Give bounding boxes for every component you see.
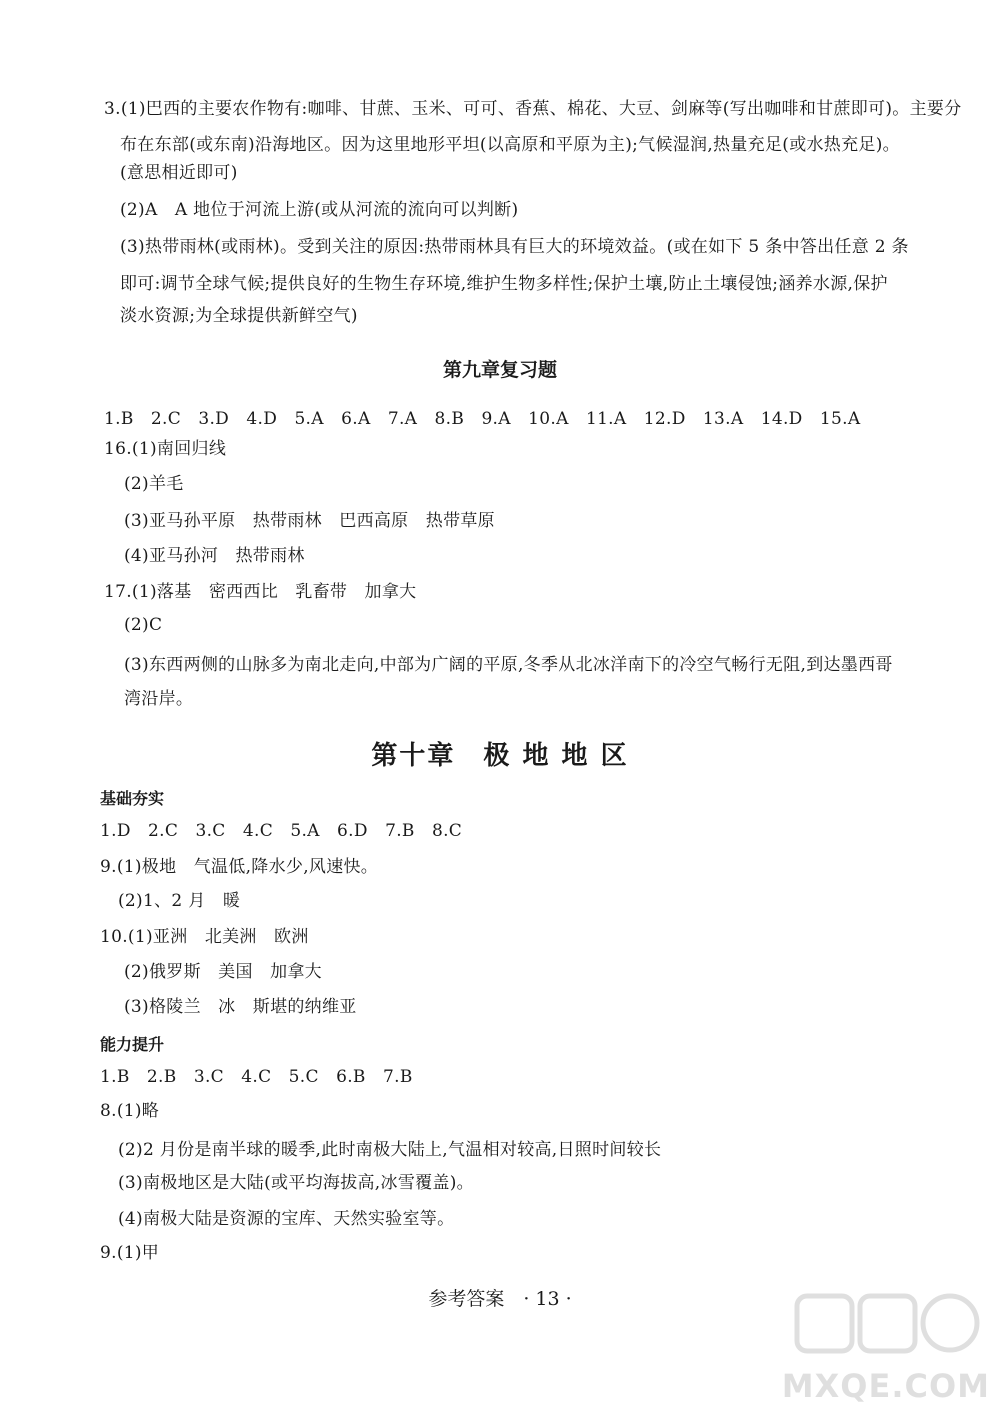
q3-line-2: 布在东部(或东南)沿海地区。因为这里地形平坦(以高原和平原为主);气候湿润,热量充足(或水热充足)。 — [120, 135, 900, 155]
ch9-multiple-choice: 1.B 2.C 3.D 4.D 5.A 6.A 7.A 8.B 9.A 10.A 11.A 12.D 13.A 14.D 15.A — [104, 409, 861, 429]
advanced-q9-1: 9.(1)甲 — [100, 1243, 160, 1263]
basic-q10-3: (3)格陵兰 冰 斯堪的纳维亚 — [124, 997, 357, 1017]
q3-line-1: 3.(1)巴西的主要农作物有:咖啡、甘蔗、玉米、可可、香蕉、棉花、大豆、剑麻等(写出咖啡和甘蔗即可)。主要分 — [104, 99, 962, 119]
section-advanced-heading: 能力提升 — [100, 1035, 165, 1054]
chapter-10-title: 第十章 极 地 地 区 — [371, 741, 629, 771]
ch9-q16-4: (4)亚马孙河 热带雨林 — [124, 546, 305, 566]
ch9-q17-3a: (3)东西两侧的山脉多为南北走向,中部为广阔的平原,冬季从北冰洋南下的冷空气畅行无阻,到达墨西哥 — [124, 655, 893, 675]
q3-line-3: (意思相近即可) — [120, 163, 238, 183]
advanced-q8-3: (3)南极地区是大陆(或平均海拔高,冰雪覆盖)。 — [118, 1173, 474, 1193]
basic-q10-1: 10.(1)亚洲 北美洲 欧洲 — [100, 927, 309, 947]
ch9-q17-2: (2)C — [124, 615, 163, 635]
advanced-multiple-choice: 1.B 2.B 3.C 4.C 5.C 6.B 7.B — [100, 1067, 413, 1087]
basic-multiple-choice: 1.D 2.C 3.C 4.C 5.A 6.D 7.B 8.C — [100, 821, 463, 841]
watermark-text: MXQE.COM — [781, 1367, 990, 1405]
q3-line-5: (3)热带雨林(或雨林)。受到关注的原因:热带雨林具有巨大的环境效益。(或在如下 5 条中答出任意 2 条 — [120, 237, 909, 257]
basic-q9-2: (2)1、2 月 暖 — [118, 891, 241, 911]
basic-q10-2: (2)俄罗斯 美国 加拿大 — [124, 962, 322, 982]
chapter-9-review-title: 第九章复习题 — [442, 359, 557, 381]
q3-line-6: 即可:调节全球气候;提供良好的生物生存环境,维护生物多样性;保护土壤,防止土壤侵蚀;涵养水源,保护 — [120, 274, 888, 294]
advanced-q8-4: (4)南极大陆是资源的宝库、天然实验室等。 — [118, 1209, 455, 1229]
q3-line-7: 淡水资源;为全球提供新鲜空气) — [120, 306, 358, 326]
page-footer: 参考答案 · 13 · — [428, 1288, 572, 1310]
q3-line-4: (2)A A 地位于河流上游(或从河流的流向可以判断) — [120, 200, 519, 220]
ch9-q16-2: (2)羊毛 — [124, 474, 184, 494]
ch9-q17-3b: 湾沿岸。 — [124, 689, 194, 709]
ch9-q17-1: 17.(1)落基 密西西比 乳畜带 加拿大 — [104, 582, 417, 602]
ch9-q16-1: 16.(1)南回归线 — [104, 439, 227, 459]
basic-q9-1: 9.(1)极地 气温低,降水少,风速快。 — [100, 857, 379, 877]
advanced-q8-1: 8.(1)略 — [100, 1101, 160, 1121]
ch9-q16-3: (3)亚马孙平原 热带雨林 巴西高原 热带草原 — [124, 511, 495, 531]
advanced-q8-2: (2)2 月份是南半球的暖季,此时南极大陆上,气温相对较高,日照时间较长 — [118, 1140, 662, 1160]
section-basic-heading: 基础夯实 — [100, 789, 165, 808]
